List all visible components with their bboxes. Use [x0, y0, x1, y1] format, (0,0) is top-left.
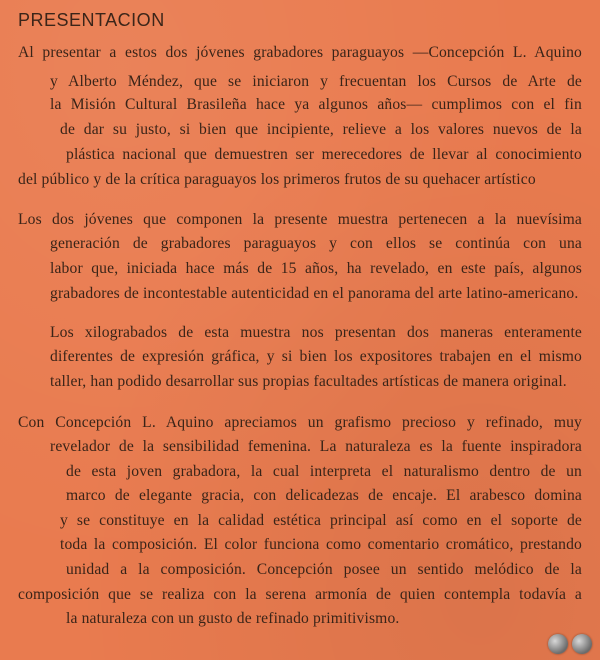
paragraph-line: y Alberto Méndez, que se iniciaron y frecuentan los Cursos de Arte de — [50, 73, 582, 90]
paragraph-line: unidad a la composición. Concepción posee un sentido melódico de la — [66, 561, 582, 578]
paragraph-line: la naturaleza con un gusto de refinado primitivismo. — [66, 610, 400, 627]
paragraph-line: Los dos jóvenes que componen la presente muestra pertenecen a la nuevísima — [18, 211, 582, 228]
watermark-left-circle — [548, 634, 568, 654]
paragraph-line: Con Concepción L. Aquino apreciamos un grafismo precioso y refinado, muy — [18, 414, 582, 431]
paragraph-line: toda la composición. El color funciona como comentario cromático, prestando — [60, 536, 582, 553]
paragraph-line: plástica nacional que demuestren ser merecedores de llevar al conocimiento — [66, 146, 582, 163]
paragraph-line: Al presentar a estos dos jóvenes grabadores paraguayos —Concepción L. Aquino — [18, 44, 582, 61]
paragraph-line: marco de elegante gracia, con delicadezas de encaje. El arabesco domina — [66, 487, 582, 504]
paragraph-line: de esta joven grabadora, la cual interpreta el naturalismo dentro de un — [66, 463, 582, 480]
paragraph-line: Los xilograbados de esta muestra nos presentan dos maneras enteramente — [50, 324, 582, 341]
paragraph-line: labor que, iniciada hace más de 15 años, ha revelado, en este país, algunos — [50, 260, 582, 277]
watermark-right-circle — [572, 634, 592, 654]
paragraph-line: la Misión Cultural Brasileña hace ya algunos años— cumplimos con el fin — [50, 96, 582, 113]
paragraph-line: y se constituye en la calidad estética principal así como en el soporte de — [60, 512, 582, 529]
paragraph-line: grabadores de incontestable autenticidad en el panorama del arte latino-americano. — [50, 285, 579, 302]
watermark-badge — [548, 634, 594, 654]
paragraph-line: taller, han podido desarrollar sus propias facultades artísticas de manera original. — [50, 373, 567, 390]
paragraph-line: composición que se realiza con la serena armonía de quien contempla todavía a — [18, 586, 582, 603]
paragraph-line: generación de grabadores paraguayos y con ellos se continúa con una — [50, 235, 582, 252]
paragraph-line: revelador de la sensibilidad femenina. La naturaleza es la fuente inspiradora — [50, 438, 582, 455]
document-title: PRESENTACION — [18, 10, 165, 30]
paragraph-line: de dar su justo, si bien que incipiente, relieve a los valores nuevos de la — [60, 121, 582, 138]
paragraph-line: diferentes de expresión gráfica, y si bien los expositores trabajen en el mismo — [50, 348, 582, 365]
paragraph-line: del público y de la crítica paraguayos los primeros frutos de su quehacer artístico — [18, 171, 536, 188]
